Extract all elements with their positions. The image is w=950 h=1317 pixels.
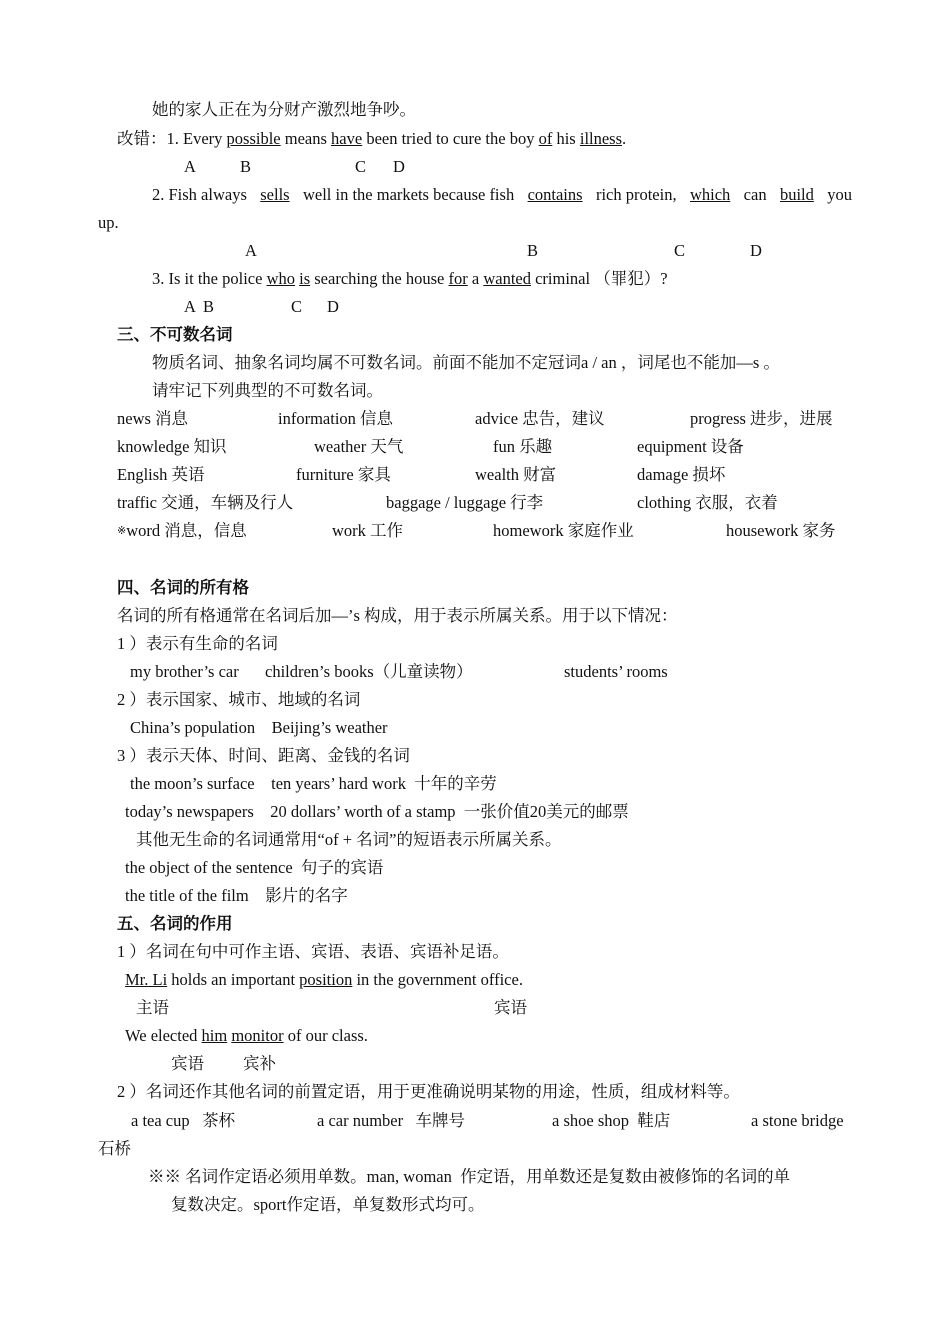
grammar-label: 宾补 xyxy=(243,1054,276,1073)
text: in the government office. xyxy=(352,970,523,989)
example-line xyxy=(125,1026,368,1046)
text-line: 物质名词、抽象名词均属不可数名词。前面不能加不定冠词a / an ，词尾也不能加—s 。 xyxy=(152,353,780,372)
list-item: 1 ）表示有生命的名词 xyxy=(117,634,278,653)
vocab-cell: fun 乐趣 xyxy=(493,437,553,456)
text-line: 请牢记下列典型的不可数名词。 xyxy=(152,381,383,400)
text: rich protein, xyxy=(595,185,677,204)
vocab-cell: baggage / luggage 行李 xyxy=(386,493,544,512)
note-line: ※※ 名词作定语必须用单数。man, woman 作定语，用单数还是复数由被修饰的名词的单 xyxy=(148,1167,791,1186)
vocab-cell: progress 进步，进展 xyxy=(690,409,833,428)
underlined-word: have xyxy=(331,129,363,148)
text: criminal （罪犯）? xyxy=(530,269,668,288)
vocab-cell: equipment 设备 xyxy=(637,437,744,456)
text-line: 名词的所有格通常在名词后加—’s 构成，用于表示所属关系。用于以下情况： xyxy=(117,606,678,625)
correction-item-1 xyxy=(117,129,626,149)
vocab-cell: wealth 财富 xyxy=(475,465,557,484)
text: his xyxy=(552,129,580,148)
text: well in the markets because fish xyxy=(302,185,515,204)
underlined-word: position xyxy=(299,970,353,989)
text: holds an important xyxy=(167,970,300,989)
vocab-cell: damage 损坏 xyxy=(637,465,726,484)
text: can xyxy=(743,185,767,204)
vocab-cell: knowledge 知识 xyxy=(117,437,227,456)
underlined-word: is xyxy=(299,269,311,288)
example-line: the title of the film 影片的名字 xyxy=(125,886,348,905)
underlined-word: who xyxy=(266,269,295,288)
text: searching the house xyxy=(310,269,449,288)
note-line: 复数决定。sport作定语，单复数形式均可。 xyxy=(171,1195,485,1214)
example-line: the moon’s surface ten years’ hard work 十年的辛劳 xyxy=(130,774,497,793)
option-letter: A xyxy=(184,297,196,316)
grammar-label: 宾语 xyxy=(494,998,527,1017)
example-line xyxy=(125,970,523,990)
option-letter: A xyxy=(184,157,196,176)
vocab-cell: housework 家务 xyxy=(726,521,836,540)
option-letter: C xyxy=(355,157,367,176)
text-line: up. xyxy=(98,213,119,232)
text-line: 其他无生命的名词通常用“of + 名词”的短语表示所属关系。 xyxy=(136,830,562,849)
underlined-word: for xyxy=(448,269,468,288)
example-line: a car number 车牌号 xyxy=(317,1111,465,1130)
text: of our class. xyxy=(283,1026,368,1045)
option-letter: D xyxy=(327,297,339,316)
underlined-word: monitor xyxy=(231,1026,284,1045)
vocab-cell: work 工作 xyxy=(332,521,404,540)
example-line: a shoe shop 鞋店 xyxy=(552,1111,671,1130)
section-heading: 三、不可数名词 xyxy=(117,325,233,344)
option-letter: D xyxy=(393,157,405,176)
underlined-word: build xyxy=(779,185,814,204)
vocab-cell xyxy=(117,521,247,541)
text: 3. Is it the police xyxy=(152,269,267,288)
vocab-cell: news 消息 xyxy=(117,409,189,428)
underlined-word: illness xyxy=(579,129,623,148)
list-item: 2 ）表示国家、城市、地域的名词 xyxy=(117,690,361,709)
example-line: the object of the sentence 句子的宾语 xyxy=(125,858,384,877)
option-letter: B xyxy=(203,297,215,316)
option-letter: B xyxy=(527,241,539,260)
underlined-word: of xyxy=(538,129,553,148)
example-line: children’s books（儿童读物） xyxy=(265,662,473,681)
list-item: 1 ）名词在句中可作主语、宾语、表语、宾语补足语。 xyxy=(117,942,509,961)
option-letter: C xyxy=(291,297,303,316)
vocab-cell: weather 天气 xyxy=(314,437,404,456)
underlined-word: him xyxy=(201,1026,228,1045)
text: 2. Fish always xyxy=(152,185,247,204)
text: you xyxy=(827,185,852,204)
list-item: 2 ）名词还作其他名词的前置定语，用于更准确说明某物的用途，性质，组成材料等。 xyxy=(117,1082,740,1101)
correction-item-2 xyxy=(152,185,852,205)
example-line: a tea cup 茶杯 xyxy=(131,1111,236,1130)
vocab-cell: furniture 家具 xyxy=(296,465,391,484)
vocab-cell: clothing 衣服，衣着 xyxy=(637,493,778,512)
example-line: 石桥 xyxy=(98,1139,131,1158)
vocab-cell: homework 家庭作业 xyxy=(493,521,634,540)
underlined-word: which xyxy=(689,185,731,204)
underlined-word: Mr. Li xyxy=(125,970,168,989)
text: We elected xyxy=(125,1026,202,1045)
option-letter: D xyxy=(750,241,762,260)
option-letter: A xyxy=(245,241,257,260)
underlined-word: sells xyxy=(260,185,290,204)
text: . xyxy=(622,129,627,148)
correction-item-3 xyxy=(152,269,668,289)
list-item: 3 ）表示天体、时间、距离、金钱的名词 xyxy=(117,746,410,765)
underlined-word: wanted xyxy=(483,269,531,288)
text: a xyxy=(467,269,484,288)
text: word 消息，信息 xyxy=(126,521,247,540)
section-heading: 五、名词的作用 xyxy=(117,914,233,933)
grammar-label: 宾语 xyxy=(171,1054,204,1073)
vocab-cell: English 英语 xyxy=(117,465,205,484)
example-line: students’ rooms xyxy=(564,662,668,681)
example-line: China’s population Beijing’s weather xyxy=(130,718,388,737)
note-mark: ※ xyxy=(117,525,127,537)
grammar-label: 主语 xyxy=(136,998,169,1017)
text-line: 她的家人正在为分财产激烈地争吵。 xyxy=(152,100,416,119)
underlined-word: contains xyxy=(527,185,583,204)
text: means xyxy=(280,129,332,148)
option-letter: B xyxy=(240,157,252,176)
text: 改错：1. Every xyxy=(117,129,227,148)
underlined-word: possible xyxy=(226,129,281,148)
section-heading: 四、名词的所有格 xyxy=(117,578,249,597)
example-line: a stone bridge xyxy=(751,1111,844,1130)
vocab-cell: advice 忠告，建议 xyxy=(475,409,605,428)
option-letter: C xyxy=(674,241,686,260)
text: been tried to cure the boy xyxy=(362,129,539,148)
vocab-cell: traffic 交通，车辆及行人 xyxy=(117,493,294,512)
example-line: today’s newspapers 20 dollars’ worth of a stamp 一张价值20美元的邮票 xyxy=(125,802,629,821)
example-line: my brother’s car xyxy=(130,662,239,681)
vocab-cell: information 信息 xyxy=(278,409,394,428)
